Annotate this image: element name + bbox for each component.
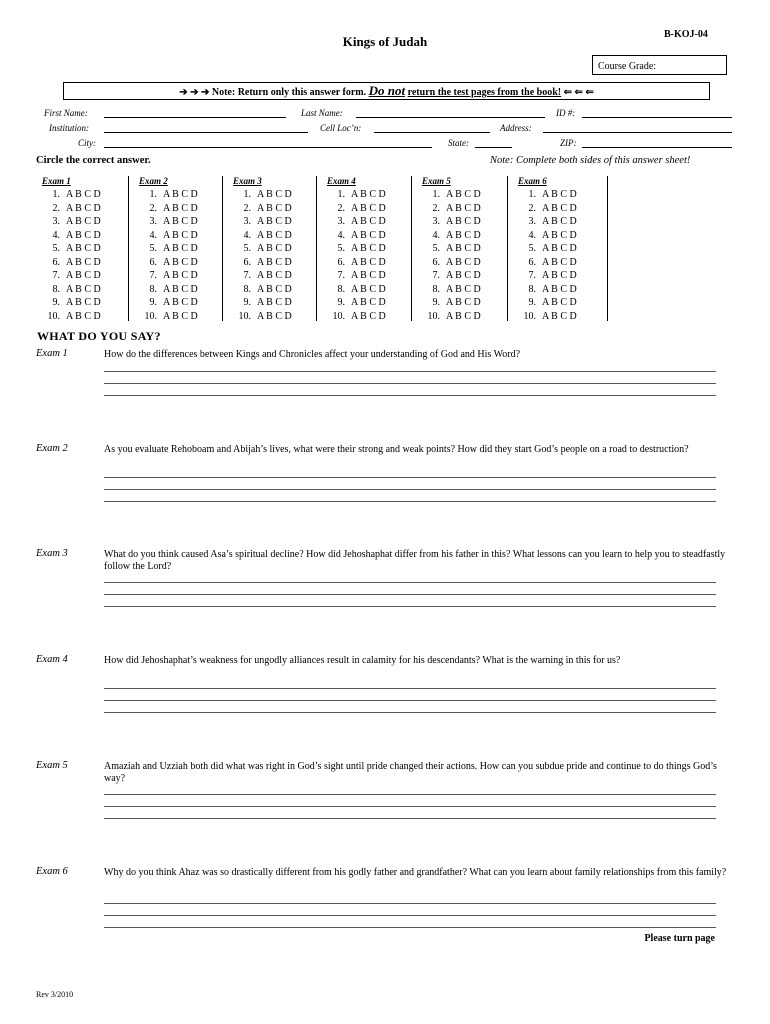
answer-options[interactable]: A B C D: [542, 283, 577, 295]
answer-line[interactable]: [104, 806, 716, 807]
exam-header: Exam 1: [42, 176, 71, 186]
answer-options[interactable]: A B C D: [66, 310, 101, 322]
answer-line[interactable]: [104, 688, 716, 689]
question-number: 4.: [52, 229, 60, 241]
answer-row[interactable]: [233, 229, 292, 243]
answer-options[interactable]: A B C D: [163, 229, 198, 241]
answer-line[interactable]: [104, 477, 716, 478]
answer-row[interactable]: [422, 215, 481, 229]
question-6-text: Why do you think Ahaz was so drastically different from his godly father and grandfather? What can you learn about family relationships from this family?: [104, 867, 727, 878]
question-number: 7.: [149, 270, 157, 281]
question-number: 5.: [149, 243, 157, 254]
answer-options[interactable]: A B C D: [163, 297, 198, 308]
question-number: 7.: [52, 270, 60, 281]
answer-line[interactable]: [104, 700, 716, 701]
revision-date: Rev 3/2010: [36, 990, 74, 999]
question-number: 8.: [432, 283, 440, 295]
answer-options[interactable]: A B C D: [351, 189, 386, 200]
answer-line[interactable]: [104, 489, 716, 490]
exam-header: Exam 5: [422, 176, 451, 186]
last-name-label: Last Name:: [301, 108, 343, 118]
question-number: 3.: [52, 216, 60, 227]
answer-options[interactable]: A B C D: [257, 256, 292, 268]
question-number: 10.: [332, 310, 345, 322]
exam-3-column: [233, 176, 292, 323]
question-number: 9.: [337, 297, 345, 308]
answer-row[interactable]: [518, 202, 577, 216]
answer-options[interactable]: A B C D: [351, 283, 386, 295]
answer-options[interactable]: A B C D: [542, 202, 577, 214]
answer-options[interactable]: A B C D: [66, 256, 101, 268]
answer-options[interactable]: A B C D: [163, 256, 198, 268]
arrows-right-icon: ➔ ➔ ➔: [179, 87, 210, 98]
answer-row[interactable]: [422, 256, 481, 270]
answer-options[interactable]: A B C D: [542, 297, 577, 308]
answer-line[interactable]: [104, 818, 716, 819]
answer-row[interactable]: [42, 256, 101, 270]
question-number: 5.: [337, 243, 345, 254]
form-code: B-KOJ-04: [664, 29, 708, 40]
return-notice: [63, 82, 710, 100]
answer-line[interactable]: [104, 927, 716, 928]
answer-line[interactable]: [104, 371, 716, 372]
answer-options[interactable]: A B C D: [446, 297, 481, 308]
answer-options[interactable]: A B C D: [163, 283, 198, 295]
section-title: WHAT DO YOU SAY?: [37, 329, 161, 343]
first-name-field[interactable]: [104, 117, 286, 118]
answer-options[interactable]: A B C D: [66, 229, 101, 241]
answer-row[interactable]: [327, 188, 386, 202]
answer-row[interactable]: [518, 296, 577, 310]
answer-options[interactable]: A B C D: [446, 202, 481, 214]
question-number: 2.: [52, 202, 60, 214]
question-number: 1.: [243, 189, 251, 200]
question-number: 7.: [337, 270, 345, 281]
question-number: 3.: [149, 216, 157, 227]
answer-row[interactable]: [42, 229, 101, 243]
answer-options[interactable]: A B C D: [351, 256, 386, 268]
please-turn-page: Please turn page: [644, 933, 715, 944]
question-2-text: As you evaluate Rehoboam and Abijah’s lives, what were their strong and weak points? How did they start God’s people on a road to destruction?: [104, 444, 689, 455]
answer-row[interactable]: [233, 256, 292, 270]
exam-6-column: [518, 176, 577, 323]
answer-row[interactable]: [42, 202, 101, 216]
answer-row[interactable]: [422, 202, 481, 216]
question-number: 3.: [243, 216, 251, 227]
question-number: 6.: [337, 256, 345, 268]
question-number: 2.: [337, 202, 345, 214]
answer-line[interactable]: [104, 383, 716, 384]
answer-options[interactable]: A B C D: [446, 310, 481, 322]
address-field[interactable]: [543, 132, 732, 133]
question-number: 2.: [243, 202, 251, 214]
question-number: 3.: [337, 216, 345, 227]
answer-options[interactable]: A B C D: [542, 216, 577, 227]
question-number: 2.: [528, 202, 536, 214]
address-label: Address:: [500, 123, 532, 133]
answer-options[interactable]: A B C D: [66, 216, 101, 227]
question-4-text: How did Jehoshaphat’s weakness for ungodly alliances result in calamity for his descendants? What is the warning in this for us?: [104, 655, 621, 666]
id-label: ID #:: [556, 108, 576, 118]
question-number: 1.: [149, 189, 157, 200]
answer-line[interactable]: [104, 582, 716, 583]
answer-row[interactable]: [139, 229, 198, 243]
state-label: State:: [448, 138, 469, 148]
question-number: 2.: [432, 202, 440, 214]
question-number: 5.: [243, 243, 251, 254]
notice-text-after: return the test pages from the book!: [407, 87, 562, 98]
answer-row[interactable]: [233, 242, 292, 256]
answer-options[interactable]: A B C D: [66, 243, 101, 254]
question-6-label: Exam 6: [36, 866, 68, 877]
answer-row[interactable]: [518, 310, 577, 324]
column-divider: [607, 176, 608, 321]
answer-options[interactable]: A B C D: [351, 202, 386, 214]
question-1-text: How do the differences between Kings and Chronicles affect your understanding of God and His Word?: [104, 349, 521, 360]
question-number: 1.: [432, 189, 440, 200]
exam-1-column: [42, 176, 101, 323]
question-number: 9.: [528, 297, 536, 308]
question-number: 3.: [528, 216, 536, 227]
column-divider: [316, 176, 317, 321]
question-number: 8.: [243, 283, 251, 295]
answer-row[interactable]: [42, 296, 101, 310]
question-number: 8.: [528, 283, 536, 295]
answer-options[interactable]: A B C D: [163, 243, 198, 254]
answer-line[interactable]: [104, 794, 716, 795]
answer-options[interactable]: A B C D: [257, 297, 292, 308]
institution-label: Institution:: [49, 123, 89, 133]
exam-header: Exam 4: [327, 176, 356, 186]
answer-row[interactable]: [233, 296, 292, 310]
question-number: 8.: [337, 283, 345, 295]
cell-label: Cell Loc’n:: [320, 123, 362, 133]
question-number: 7.: [528, 270, 536, 281]
answer-row[interactable]: [139, 310, 198, 324]
question-number: 9.: [52, 297, 60, 308]
question-number: 9.: [432, 297, 440, 308]
circle-instruction: Circle the correct answer.: [36, 155, 151, 166]
answer-row[interactable]: [422, 269, 481, 283]
answer-options[interactable]: A B C D: [163, 310, 198, 322]
answer-options[interactable]: A B C D: [446, 283, 481, 295]
answer-options[interactable]: A B C D: [446, 243, 481, 254]
answer-row[interactable]: [139, 296, 198, 310]
answer-options[interactable]: A B C D: [446, 216, 481, 227]
answer-row[interactable]: [327, 269, 386, 283]
answer-row[interactable]: [42, 242, 101, 256]
question-3-text: What do you think caused Asa’s spiritual decline? How did Jehoshaphat differ from his father in this? What lessons can you learn to help you to steadfastly follow the Lord?: [104, 549, 726, 572]
answer-options[interactable]: A B C D: [257, 270, 292, 281]
answer-options[interactable]: A B C D: [351, 310, 386, 322]
question-number: 7.: [432, 270, 440, 281]
course-grade-label: Course Grade:: [598, 61, 657, 72]
city-field[interactable]: [104, 147, 432, 148]
answer-row[interactable]: [327, 202, 386, 216]
answer-row[interactable]: [139, 215, 198, 229]
answer-row[interactable]: [327, 283, 386, 297]
answer-options[interactable]: A B C D: [351, 229, 386, 241]
answer-options[interactable]: A B C D: [66, 270, 101, 281]
column-divider: [507, 176, 508, 321]
answer-row[interactable]: [327, 229, 386, 243]
answer-options[interactable]: A B C D: [66, 283, 101, 295]
answer-row[interactable]: [139, 283, 198, 297]
question-number: 10.: [238, 310, 251, 322]
answer-row[interactable]: [42, 215, 101, 229]
notice-text-before: Note: Return only this answer form.: [211, 87, 367, 98]
question-number: 4.: [337, 229, 345, 241]
question-number: 10.: [47, 310, 60, 322]
answer-line[interactable]: [104, 606, 716, 607]
answer-row[interactable]: [422, 283, 481, 297]
answer-row[interactable]: [233, 202, 292, 216]
answer-row[interactable]: [233, 215, 292, 229]
question-number: 9.: [243, 297, 251, 308]
answer-options[interactable]: A B C D: [163, 216, 198, 227]
question-number: 6.: [528, 256, 536, 268]
answer-row[interactable]: [422, 242, 481, 256]
question-number: 1.: [528, 189, 536, 200]
answer-row[interactable]: [518, 242, 577, 256]
answer-options[interactable]: A B C D: [257, 189, 292, 200]
question-number: 6.: [243, 256, 251, 268]
cell-field[interactable]: [374, 132, 490, 133]
answer-row[interactable]: [139, 188, 198, 202]
answer-row[interactable]: [518, 215, 577, 229]
answer-line[interactable]: [104, 915, 716, 916]
answer-options[interactable]: A B C D: [66, 297, 101, 308]
answer-row[interactable]: [139, 242, 198, 256]
arrows-left-icon: ⇐ ⇐ ⇐: [563, 87, 594, 98]
answer-options[interactable]: A B C D: [351, 270, 386, 281]
answer-row[interactable]: [233, 310, 292, 324]
question-2-label: Exam 2: [36, 443, 68, 454]
answer-row[interactable]: [139, 269, 198, 283]
answer-row[interactable]: [42, 188, 101, 202]
answer-row[interactable]: [42, 269, 101, 283]
answer-options[interactable]: A B C D: [446, 229, 481, 241]
city-label: City:: [78, 138, 96, 148]
answer-options[interactable]: A B C D: [542, 310, 577, 322]
column-divider: [411, 176, 412, 321]
course-grade-box[interactable]: [592, 55, 727, 75]
question-number: 5.: [432, 243, 440, 254]
question-number: 7.: [243, 270, 251, 281]
answer-row[interactable]: [518, 256, 577, 270]
answer-options[interactable]: A B C D: [542, 189, 577, 200]
question-number: 8.: [52, 283, 60, 295]
answer-line[interactable]: [104, 594, 716, 595]
answer-row[interactable]: [233, 188, 292, 202]
answer-options[interactable]: A B C D: [257, 216, 292, 227]
answer-options[interactable]: A B C D: [446, 270, 481, 281]
exam-header: Exam 6: [518, 176, 547, 186]
answer-row[interactable]: [139, 256, 198, 270]
state-field[interactable]: [475, 147, 512, 148]
answer-row[interactable]: [233, 269, 292, 283]
question-number: 1.: [52, 189, 60, 200]
question-number: 6.: [149, 256, 157, 268]
question-5-label: Exam 5: [36, 760, 68, 771]
first-name-label: First Name:: [44, 108, 88, 118]
exam-5-column: [422, 176, 481, 323]
answer-row[interactable]: [518, 269, 577, 283]
answer-options[interactable]: A B C D: [542, 256, 577, 268]
answer-row[interactable]: [327, 296, 386, 310]
question-number: 2.: [149, 202, 157, 214]
answer-options[interactable]: A B C D: [351, 243, 386, 254]
id-field[interactable]: [582, 117, 732, 118]
page-title: Kings of Judah: [342, 34, 428, 49]
answer-options[interactable]: A B C D: [446, 256, 481, 268]
question-number: 4.: [243, 229, 251, 241]
answer-options[interactable]: A B C D: [163, 202, 198, 214]
answer-options[interactable]: A B C D: [542, 229, 577, 241]
column-divider: [128, 176, 129, 321]
answer-row[interactable]: [518, 188, 577, 202]
answer-row[interactable]: [42, 310, 101, 324]
answer-row[interactable]: [518, 229, 577, 243]
answer-options[interactable]: A B C D: [351, 216, 386, 227]
question-number: 3.: [432, 216, 440, 227]
question-number: 4.: [432, 229, 440, 241]
answer-options[interactable]: A B C D: [257, 229, 292, 241]
answer-row[interactable]: [139, 202, 198, 216]
exam-2-column: [139, 176, 198, 323]
answer-line[interactable]: [104, 903, 716, 904]
answer-row[interactable]: [422, 310, 481, 324]
answer-options[interactable]: A B C D: [66, 189, 101, 200]
answer-row[interactable]: [518, 283, 577, 297]
answer-options[interactable]: A B C D: [542, 270, 577, 281]
question-3-label: Exam 3: [36, 548, 68, 559]
answer-options[interactable]: A B C D: [163, 189, 198, 200]
zip-field[interactable]: [582, 147, 732, 148]
question-number: 10.: [523, 310, 536, 322]
answer-options[interactable]: A B C D: [351, 297, 386, 308]
zip-label: ZIP:: [560, 138, 577, 148]
answer-options[interactable]: A B C D: [542, 243, 577, 254]
question-number: 6.: [432, 256, 440, 268]
question-number: 5.: [528, 243, 536, 254]
answer-row[interactable]: [327, 242, 386, 256]
exam-4-column: [327, 176, 386, 323]
question-number: 5.: [52, 243, 60, 254]
answer-line[interactable]: [104, 712, 716, 713]
answer-row[interactable]: [327, 215, 386, 229]
answer-options[interactable]: A B C D: [257, 283, 292, 295]
question-number: 9.: [149, 297, 157, 308]
question-number: 1.: [337, 189, 345, 200]
exam-header: Exam 3: [233, 176, 262, 186]
notice-do-not: Do not: [368, 83, 406, 98]
question-5-text: Amaziah and Uzziah both did what was right in God’s sight until pride changed their actions. How can you subdue pride and continue to do things God’s way?: [104, 761, 717, 784]
answer-row[interactable]: [327, 256, 386, 270]
exam-header: Exam 2: [139, 176, 168, 186]
answer-line[interactable]: [104, 501, 716, 502]
complete-note: Note: Complete both sides of this answer sheet!: [490, 155, 691, 166]
answer-row[interactable]: [422, 188, 481, 202]
answer-options[interactable]: A B C D: [163, 270, 198, 281]
answer-options[interactable]: A B C D: [257, 243, 292, 254]
question-1-label: Exam 1: [36, 348, 68, 359]
answer-options[interactable]: A B C D: [257, 202, 292, 214]
answer-row[interactable]: [233, 283, 292, 297]
question-number: 10.: [144, 310, 157, 322]
column-divider: [222, 176, 223, 321]
answer-options[interactable]: A B C D: [257, 310, 292, 322]
institution-field[interactable]: [104, 132, 308, 133]
question-number: 4.: [149, 229, 157, 241]
question-4-label: Exam 4: [36, 654, 68, 665]
answer-row[interactable]: [422, 296, 481, 310]
question-number: 10.: [427, 310, 440, 322]
last-name-field[interactable]: [356, 117, 545, 118]
answer-line[interactable]: [104, 395, 716, 396]
question-number: 6.: [52, 256, 60, 268]
question-number: 4.: [528, 229, 536, 241]
answer-row[interactable]: [327, 310, 386, 324]
answer-options[interactable]: A B C D: [446, 189, 481, 200]
answer-row[interactable]: [422, 229, 481, 243]
question-number: 8.: [149, 283, 157, 295]
answer-options[interactable]: A B C D: [66, 202, 101, 214]
answer-row[interactable]: [42, 283, 101, 297]
